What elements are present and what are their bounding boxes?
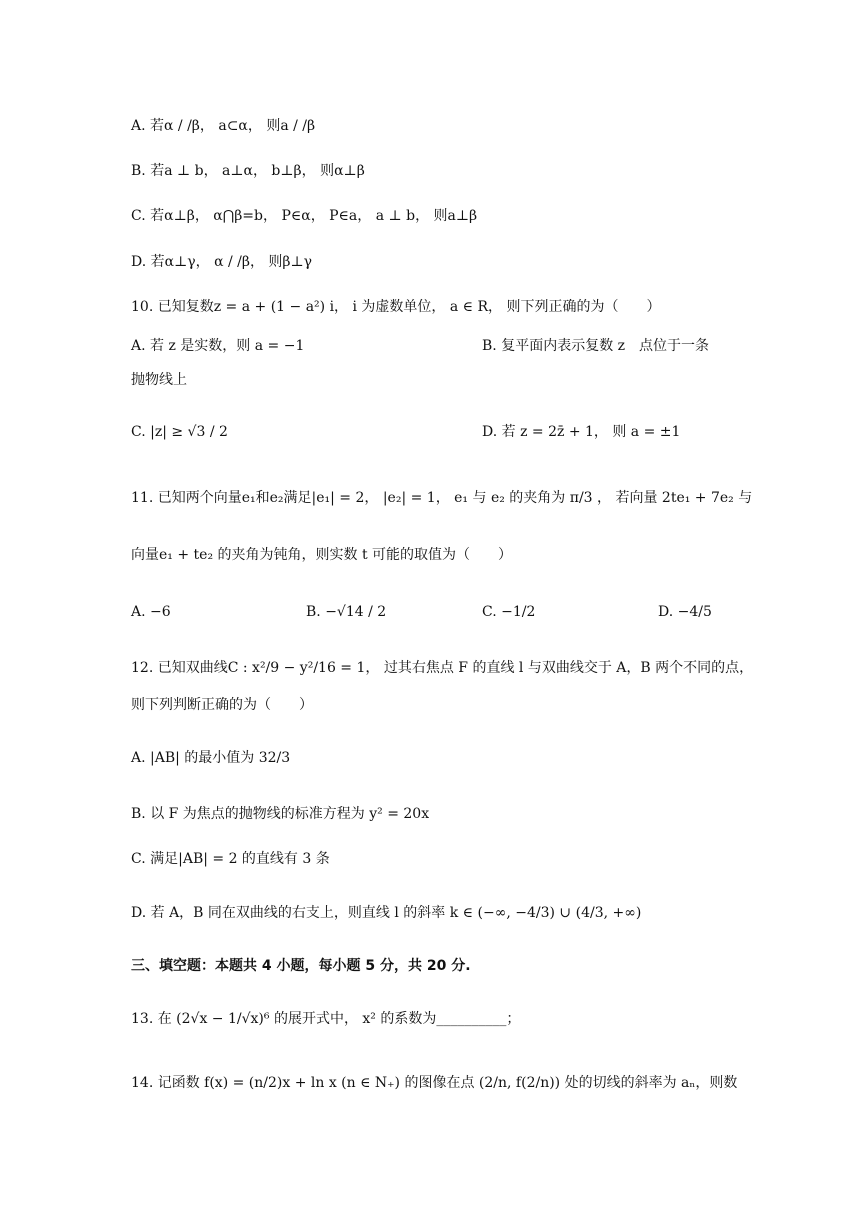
q12-stem-line2: 则下列判断正确的为（ ） [131,697,313,713]
q11-option-c: C. −1/2 [482,604,536,620]
q11-stem-line1: 11. 已知两个向量e₁和e₂满足|e₁| = 2， |e₂| = 1， e₁ 与 e₂ 的夹角为 π/3 ， 若向量 2te₁ + 7e₂ 与 [131,490,753,506]
q10-option-d: D. 若 z = 2z̄ + 1， 则 a = ±1 [482,424,681,440]
q12-option-a: A. |AB| 的最小值为 32/3 [131,750,291,766]
q11-option-a: A. −6 [131,604,171,620]
q11-option-d: D. −4/5 [658,604,712,620]
q12-option-d: D. 若 A，B 同在双曲线的右支上，则直线 l 的斜率 k ∈ (−∞, −4/3) ∪ (4/3, +∞) [131,905,642,921]
q9-option-a: A. 若α / /β， a⊂α， 则a / /β [131,118,316,134]
q13-stem: 13. 在 (2√x − 1/√x)⁶ 的展开式中， x² 的系数为__________； [131,1011,521,1027]
section-heading-fill-in: 三、填空题：本题共 4 小题，每小题 5 分，共 20 分. [131,958,471,974]
q10-stem: 10. 已知复数z = a + (1 − a²) i， i 为虚数单位， a ∈ R， 则下列正确的为（ ） [131,299,661,315]
q12-option-b: B. 以 F 为焦点的抛物线的标准方程为 y² = 20x [131,806,430,822]
q10-option-c: C. |z| ≥ √3 / 2 [131,424,228,440]
q11-option-b: B. −√14 / 2 [306,604,387,620]
q10-option-b: B. 复平面内表示复数 z 点位于一条 [482,338,710,354]
q14-stem: 14. 记函数 f(x) = (n/2)x + ln x (n ∈ N₊) 的图像在点 (2/n, f(2/n)) 处的切线的斜率为 aₙ，则数 [131,1075,738,1091]
q12-option-c: C. 满足|AB| = 2 的直线有 3 条 [131,851,330,867]
q11-stem-line2: 向量e₁ + te₂ 的夹角为钝角，则实数 t 可能的取值为（ ） [131,547,513,563]
q12-stem-line1: 12. 已知双曲线C : x²/9 − y²/16 = 1， 过其右焦点 F 的直线 l 与双曲线交于 A，B 两个不同的点， [131,660,754,676]
q9-option-c: C. 若α⊥β， α⋂β=b， P∈α， P∈a， a ⊥ b， 则a⊥β [131,208,478,224]
q10-option-b-cont: 抛物线上 [131,372,187,388]
q10-option-a: A. 若 z 是实数，则 a = −1 [131,338,305,354]
q9-option-d: D. 若α⊥γ， α / /β， 则β⊥γ [131,254,313,270]
q9-option-b: B. 若a ⊥ b， a⊥α， b⊥β， 则α⊥β [131,163,365,179]
